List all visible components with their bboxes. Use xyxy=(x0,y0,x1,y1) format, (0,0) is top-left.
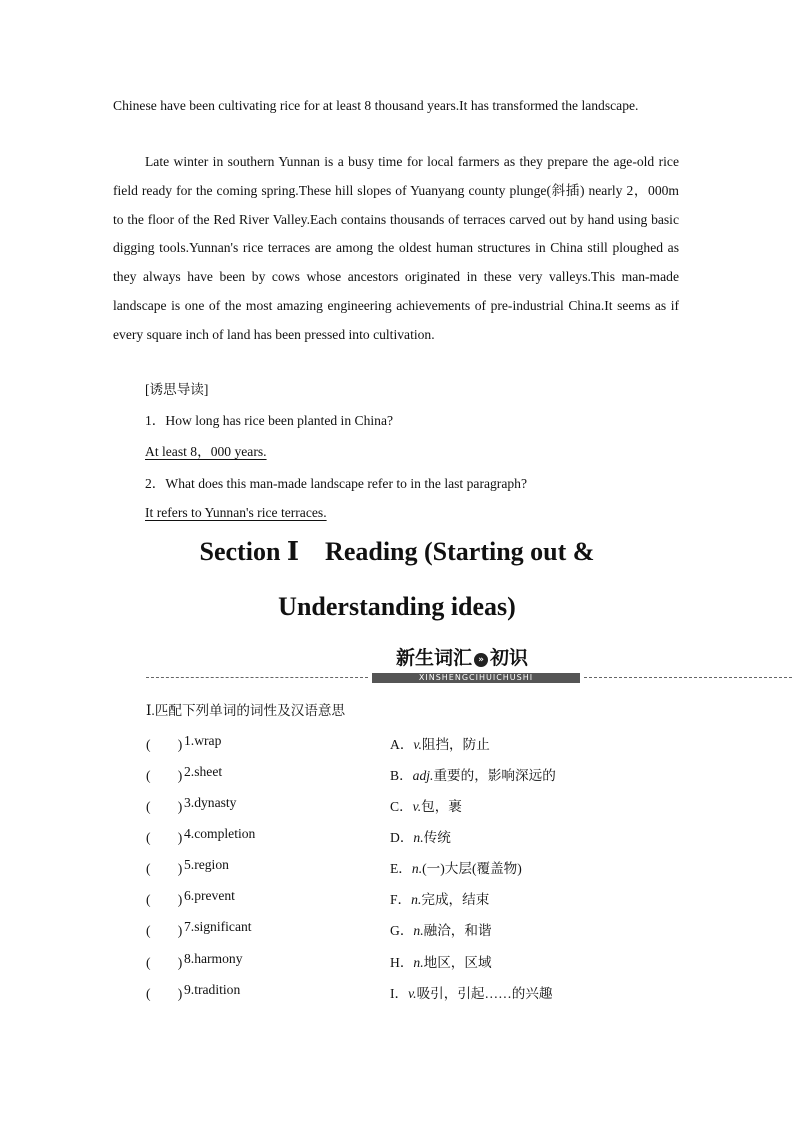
option-letter: D． xyxy=(390,830,414,845)
match-row xyxy=(146,888,646,908)
option-letter: C． xyxy=(390,799,413,814)
option-letter: G． xyxy=(390,923,414,938)
match-row xyxy=(146,764,646,784)
match-word: 6.prevent xyxy=(184,888,235,903)
option-meaning: 包，裹 xyxy=(421,799,462,814)
match-option xyxy=(390,795,462,815)
match-word: 9.tradition xyxy=(184,982,241,997)
answer-blank[interactable]: ( ) xyxy=(146,768,183,783)
match-option xyxy=(390,857,522,877)
option-meaning: 重要的，影响深远的 xyxy=(433,768,556,783)
option-pos: v. xyxy=(412,799,422,814)
option-letter: I． xyxy=(390,986,409,1001)
match-row xyxy=(146,826,646,846)
answer-blank[interactable]: ( ) xyxy=(146,830,183,845)
option-meaning: (一)大层(覆盖物) xyxy=(422,861,522,876)
match-word: 3.dynasty xyxy=(184,795,237,810)
match-row xyxy=(146,857,646,877)
option-meaning: 阻挡，防止 xyxy=(421,737,490,752)
match-option xyxy=(390,764,556,784)
match-word: 1.wrap xyxy=(184,733,222,748)
passage-paragraph-1: Chinese have been cultivating rice for at least 8 thousand years.It has transformed the landscape. xyxy=(113,98,639,113)
match-row xyxy=(146,919,646,939)
guide-heading: [诱思导读] xyxy=(145,382,209,397)
answer-blank[interactable]: ( ) xyxy=(146,923,183,938)
banner-divider-right xyxy=(584,677,792,678)
vocabulary-banner xyxy=(396,645,528,671)
match-word: 2.sheet xyxy=(184,764,223,779)
match-option xyxy=(390,951,492,971)
option-meaning: 融洽，和谐 xyxy=(423,923,492,938)
match-option xyxy=(390,826,451,846)
guide-question-2: 2．What does this man-made landscape refer to in the last paragraph? xyxy=(145,476,527,491)
match-word: 4.completion xyxy=(184,826,256,841)
match-option xyxy=(390,733,490,753)
banner-title-a: 新生词汇 xyxy=(396,647,473,669)
banner-subtitle: XINSHENGCIHUICHUSHI xyxy=(372,673,580,683)
option-meaning: 地区，区域 xyxy=(423,955,492,970)
option-letter: A． xyxy=(390,737,414,752)
answer-blank[interactable]: ( ) xyxy=(146,799,183,814)
option-meaning: 传统 xyxy=(423,830,451,845)
guide-question-1: 1．How long has rice been planted in China? xyxy=(145,413,394,428)
arrow-icon: » xyxy=(474,653,488,667)
option-pos: n. xyxy=(413,955,424,970)
answer-blank[interactable]: ( ) xyxy=(146,986,183,1001)
answer-blank[interactable]: ( ) xyxy=(146,861,183,876)
answer-blank[interactable]: ( ) xyxy=(146,955,183,970)
option-meaning: 吸引，引起……的兴趣 xyxy=(416,986,553,1001)
option-letter: H． xyxy=(390,955,414,970)
banner-title-b: 初识 xyxy=(490,647,529,669)
match-option xyxy=(390,982,553,1002)
option-pos: v. xyxy=(408,986,417,1001)
match-option xyxy=(390,888,489,908)
match-row xyxy=(146,733,646,753)
match-row xyxy=(146,982,646,1002)
exercise-instruction: Ⅰ.匹配下列单词的词性及汉语意思 xyxy=(146,703,346,718)
option-letter: E． xyxy=(390,861,412,876)
option-pos: v. xyxy=(413,737,422,752)
section-title-line-2: Understanding ideas) xyxy=(278,592,516,621)
answer-blank[interactable]: ( ) xyxy=(146,892,183,907)
option-pos: n. xyxy=(411,892,422,907)
passage-paragraph-2: Late winter in southern Yunnan is a busy time for local farmers as they prepare the age-old rice field ready for the coming spring.These hill slopes of Yuanyang county plunge(斜插) nearly 2，000m to the floor of the Red River Valley.Each contains thousands of terraces carved out by hand using basic digging tools.Yunnan's rice terraces are among the oldest human structures in China still ploughed as they always have been by cows whose ancestors originated in these very valleys.This man-made landscape is one of the most amazing engineering achievements of pre-industrial China.It seems as if every square inch of land has been pressed into cultivation. xyxy=(113,154,679,342)
option-pos: adj. xyxy=(412,768,434,783)
match-row xyxy=(146,795,646,815)
guide-answer-1: At least 8，000 years. xyxy=(145,444,267,459)
match-row xyxy=(146,951,646,971)
option-pos: n. xyxy=(413,830,424,845)
match-word: 8.harmony xyxy=(184,951,243,966)
banner-divider-left xyxy=(146,677,368,678)
match-option xyxy=(390,919,492,939)
option-meaning: 完成，结束 xyxy=(421,892,490,907)
section-title-line-1: Section Ⅰ Reading (Starting out & xyxy=(199,537,595,566)
guide-answer-2: It refers to Yunnan's rice terraces. xyxy=(145,505,327,520)
option-pos: n. xyxy=(413,923,424,938)
match-word: 7.significant xyxy=(184,919,252,934)
option-letter: B． xyxy=(390,768,413,783)
match-word: 5.region xyxy=(184,857,229,872)
option-pos: n. xyxy=(411,861,423,876)
answer-blank[interactable]: ( ) xyxy=(146,737,183,752)
option-letter: F． xyxy=(390,892,412,907)
